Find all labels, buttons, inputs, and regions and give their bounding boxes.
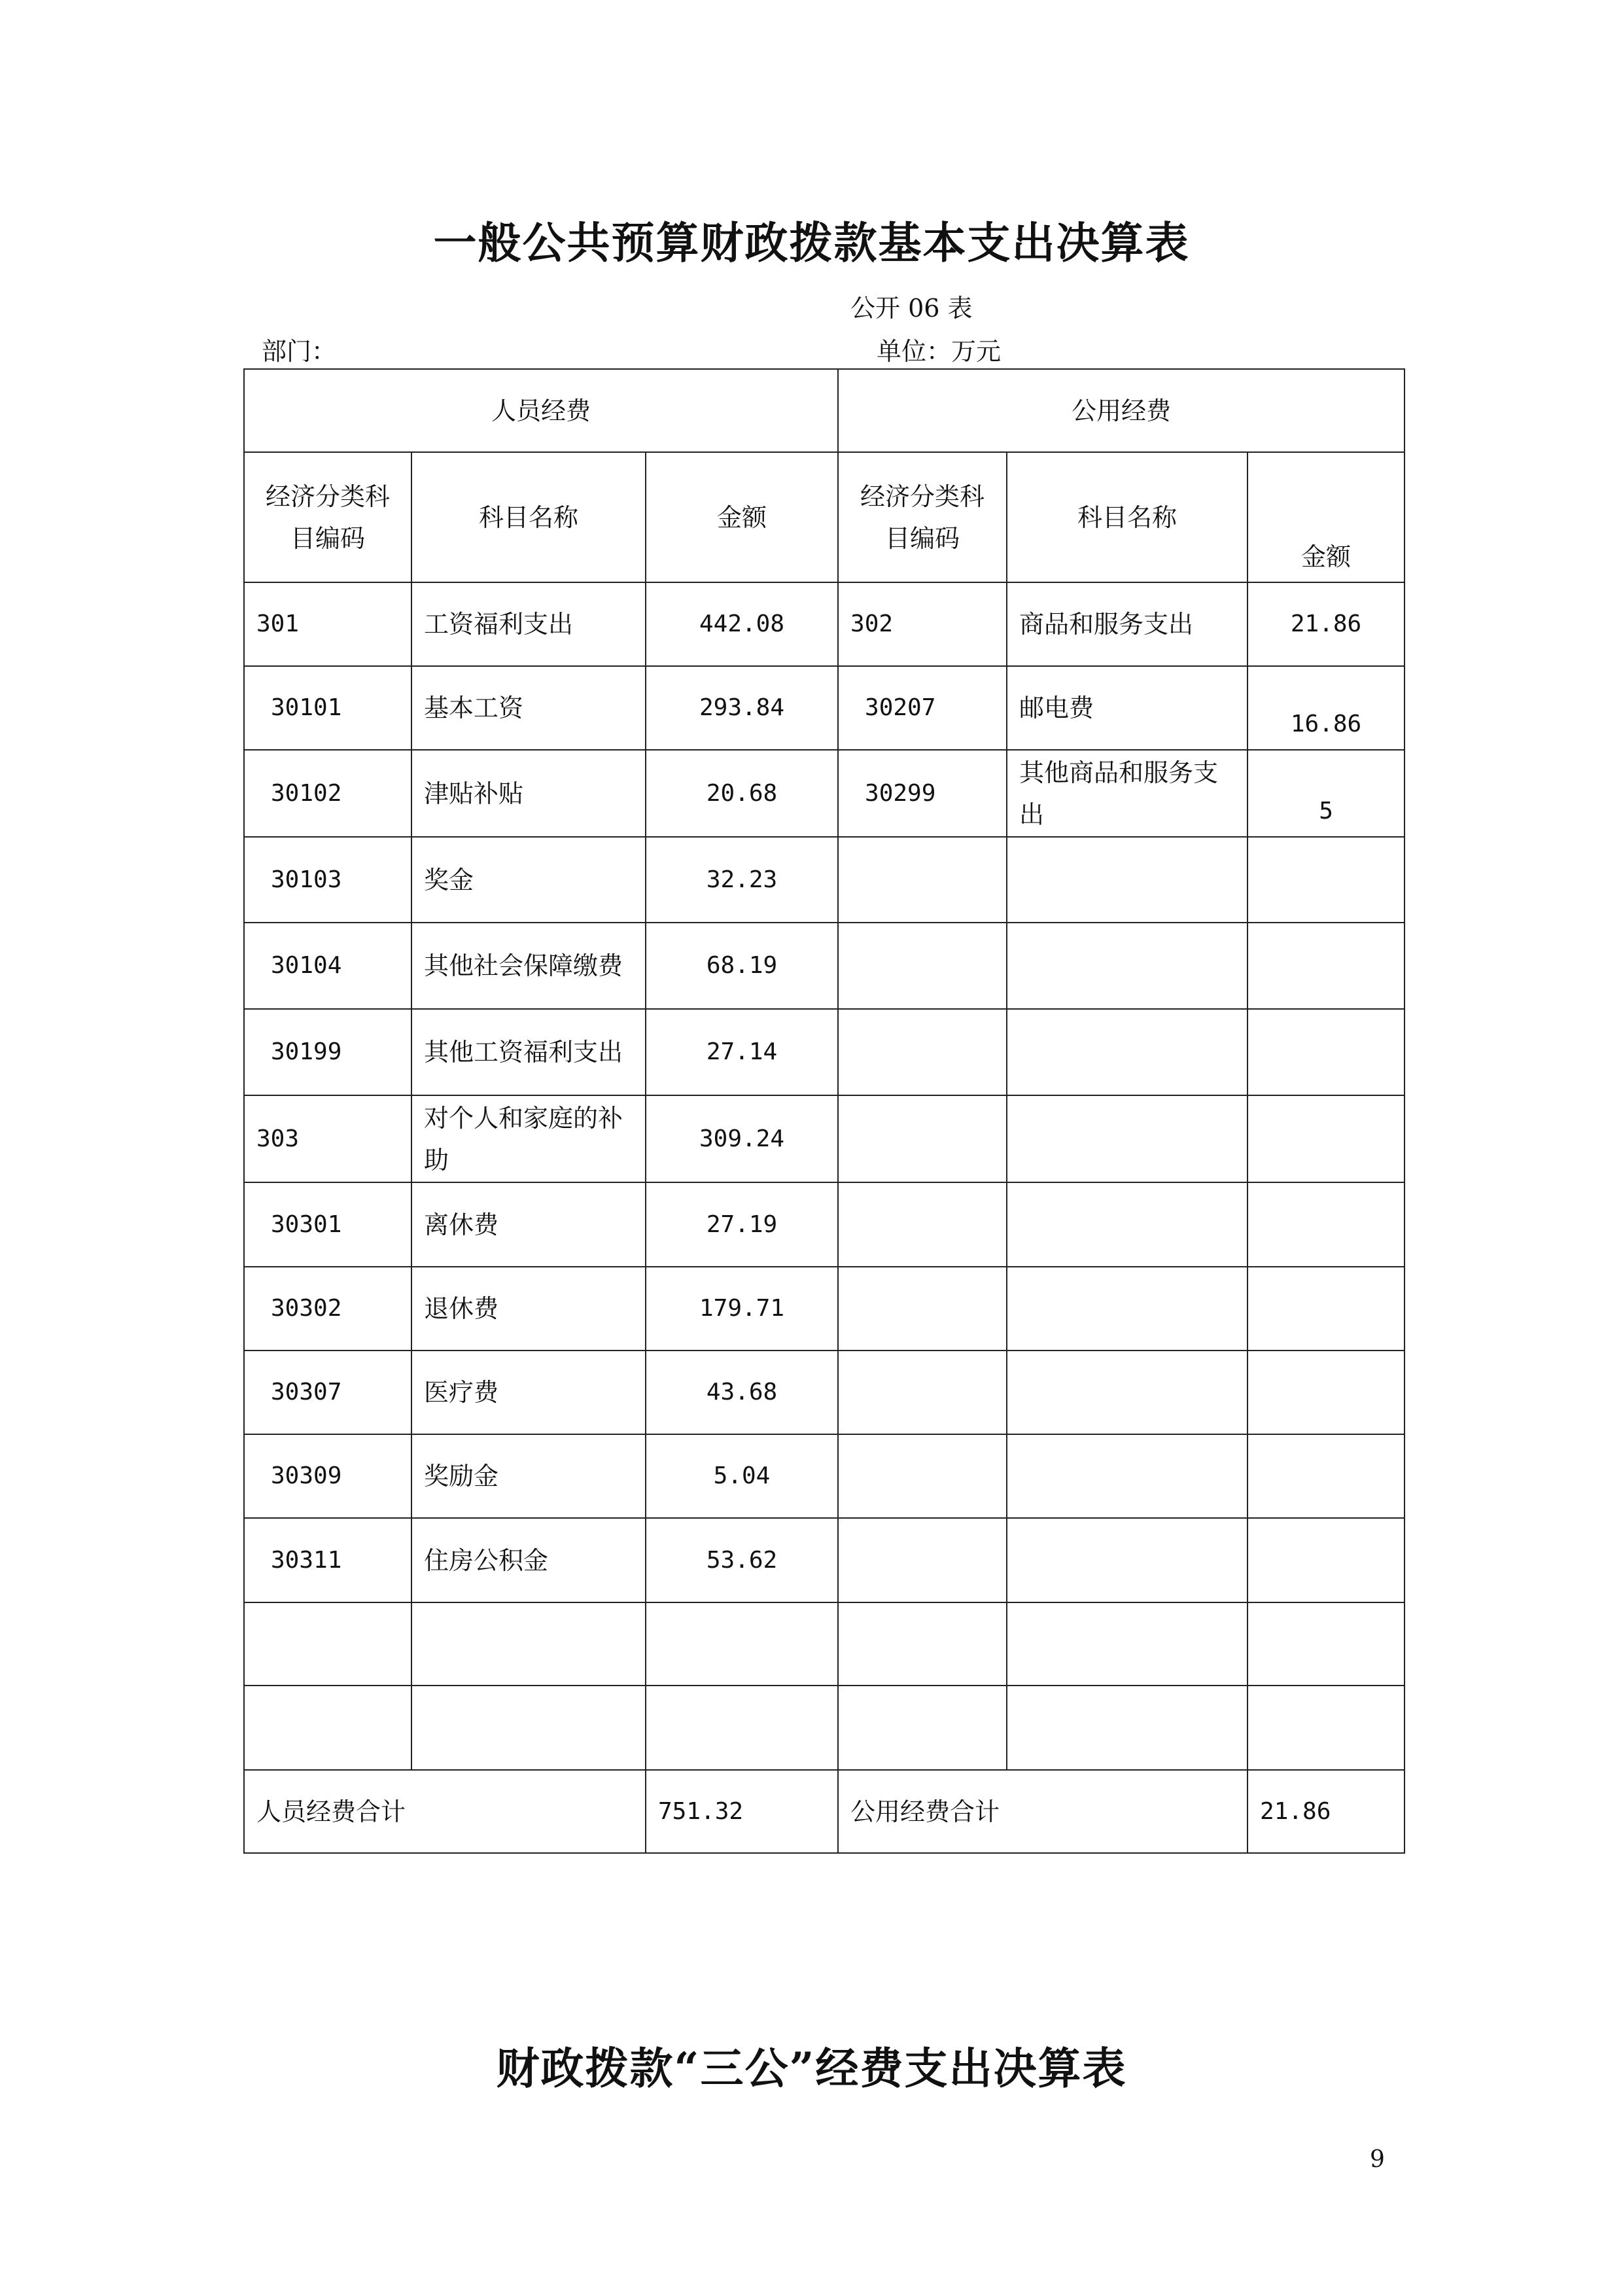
cell-code-right [838, 1602, 1007, 1686]
cell-name-right [1007, 1434, 1248, 1518]
cell-code-right [838, 1267, 1007, 1351]
cell-code-right [838, 1686, 1007, 1770]
cell-amount-right [1248, 1267, 1405, 1351]
cell-code-left [244, 1602, 411, 1686]
cell-name-right: 商品和服务支出 [1007, 582, 1248, 666]
table-row [244, 1434, 1405, 1518]
cell-amount-right [1248, 1686, 1405, 1770]
cell-name-right [1007, 1602, 1248, 1686]
form-number: 公开 06 表 [850, 294, 973, 323]
expenditure-table [243, 368, 1405, 1854]
cell-name-left: 基本工资 [411, 666, 646, 750]
cell-amount-left: 293.84 [646, 666, 838, 750]
cell-amount-left: 53.62 [646, 1518, 838, 1602]
header-name-right: 科目名称 [1007, 452, 1248, 582]
cell-amount-right [1248, 1518, 1405, 1602]
table-row [244, 1686, 1405, 1770]
cell-amount-right: 5 [1248, 750, 1405, 837]
table-row [244, 837, 1405, 923]
header-amount-right: 金额 [1248, 452, 1405, 582]
cell-code-left: 30101 [244, 666, 411, 750]
next-section-title: 财政拨款“三公”经费支出决算表 [496, 2043, 1127, 2094]
cell-code-right [838, 1518, 1007, 1602]
total-public-label: 公用经费合计 [838, 1770, 1248, 1853]
cell-amount-left: 27.14 [646, 1009, 838, 1095]
cell-amount-left: 27.19 [646, 1182, 838, 1267]
cell-amount-left [646, 1602, 838, 1686]
cell-code-right [838, 837, 1007, 923]
cell-name-left: 对个人和家庭的补助 [411, 1095, 646, 1182]
header-name-left: 科目名称 [411, 452, 646, 582]
cell-code-left: 30309 [244, 1434, 411, 1518]
table-row [244, 1602, 1405, 1686]
cell-name-left: 离休费 [411, 1182, 646, 1267]
cell-name-left: 工资福利支出 [411, 582, 646, 666]
cell-name-right [1007, 1009, 1248, 1095]
cell-code-right [838, 1095, 1007, 1182]
cell-name-right [1007, 1095, 1248, 1182]
cell-name-right: 邮电费 [1007, 666, 1248, 750]
cell-code-left: 303 [244, 1095, 411, 1182]
table-row [244, 1009, 1405, 1095]
cell-amount-right: 21.86 [1248, 582, 1405, 666]
cell-name-left: 其他社会保障缴费 [411, 923, 646, 1009]
cell-amount-left: 43.68 [646, 1351, 838, 1434]
header-personnel: 人员经费 [244, 369, 838, 452]
cell-name-right: 其他商品和服务支出 [1007, 750, 1248, 837]
cell-amount-left [646, 1686, 838, 1770]
cell-code-left: 30102 [244, 750, 411, 837]
cell-amount-left: 179.71 [646, 1267, 838, 1351]
cell-code-right [838, 1434, 1007, 1518]
total-personnel-amount: 751.32 [646, 1770, 838, 1853]
cell-name-left: 住房公积金 [411, 1518, 646, 1602]
cell-code-left: 30302 [244, 1267, 411, 1351]
cell-name-left: 奖金 [411, 837, 646, 923]
cell-name-right [1007, 923, 1248, 1009]
cell-code-right [838, 1009, 1007, 1095]
cell-name-right [1007, 1351, 1248, 1434]
header-code-left: 经济分类科目编码 [244, 452, 411, 582]
department-label: 部门： [262, 337, 337, 366]
cell-code-right [838, 1351, 1007, 1434]
cell-amount-right [1248, 1182, 1405, 1267]
page-number: 9 [1370, 2146, 1385, 2173]
cell-code-left: 30307 [244, 1351, 411, 1434]
cell-amount-left: 20.68 [646, 750, 838, 837]
cell-code-right: 302 [838, 582, 1007, 666]
unit-label: 单位：万元 [877, 337, 1002, 366]
table-row [244, 582, 1405, 666]
table-row [244, 1351, 1405, 1434]
cell-amount-right [1248, 1095, 1405, 1182]
cell-code-left: 30103 [244, 837, 411, 923]
cell-amount-right [1248, 1351, 1405, 1434]
cell-name-left: 退休费 [411, 1267, 646, 1351]
cell-name-right [1007, 1267, 1248, 1351]
table-row [244, 1095, 1405, 1182]
cell-amount-left: 309.24 [646, 1095, 838, 1182]
cell-amount-left: 442.08 [646, 582, 838, 666]
cell-amount-right [1248, 1009, 1405, 1095]
table-row [244, 923, 1405, 1009]
cell-code-left: 30311 [244, 1518, 411, 1602]
table-row [244, 750, 1405, 837]
cell-name-left [411, 1686, 646, 1770]
cell-name-left: 其他工资福利支出 [411, 1009, 646, 1095]
cell-name-right [1007, 1518, 1248, 1602]
cell-amount-right [1248, 923, 1405, 1009]
cell-amount-left: 5.04 [646, 1434, 838, 1518]
cell-name-left [411, 1602, 646, 1686]
cell-name-right [1007, 1686, 1248, 1770]
cell-amount-right: 16.86 [1248, 666, 1405, 750]
header-public: 公用经费 [838, 369, 1405, 452]
cell-amount-right [1248, 1434, 1405, 1518]
header-amount-left: 金额 [646, 452, 838, 582]
cell-name-left: 津贴补贴 [411, 750, 646, 837]
cell-code-left: 30104 [244, 923, 411, 1009]
total-personnel-label: 人员经费合计 [244, 1770, 646, 1853]
cell-code-left [244, 1686, 411, 1770]
table-row [244, 666, 1405, 750]
page-title: 一般公共预算财政拨款基本支出决算表 [433, 217, 1190, 268]
cell-name-right [1007, 837, 1248, 923]
cell-code-right: 30207 [838, 666, 1007, 750]
cell-code-left: 30199 [244, 1009, 411, 1095]
table-row [244, 1182, 1405, 1267]
cell-name-left: 医疗费 [411, 1351, 646, 1434]
cell-code-right [838, 1182, 1007, 1267]
cell-amount-left: 68.19 [646, 923, 838, 1009]
cell-code-left: 301 [244, 582, 411, 666]
cell-amount-right [1248, 837, 1405, 923]
cell-amount-right [1248, 1602, 1405, 1686]
cell-name-left: 奖励金 [411, 1434, 646, 1518]
cell-name-right [1007, 1182, 1248, 1267]
table-row [244, 1267, 1405, 1351]
cell-code-right [838, 923, 1007, 1009]
total-public-amount: 21.86 [1248, 1770, 1405, 1853]
table-row [244, 1518, 1405, 1602]
cell-amount-left: 32.23 [646, 837, 838, 923]
header-code-right: 经济分类科目编码 [838, 452, 1007, 582]
cell-code-left: 30301 [244, 1182, 411, 1267]
cell-code-right: 30299 [838, 750, 1007, 837]
